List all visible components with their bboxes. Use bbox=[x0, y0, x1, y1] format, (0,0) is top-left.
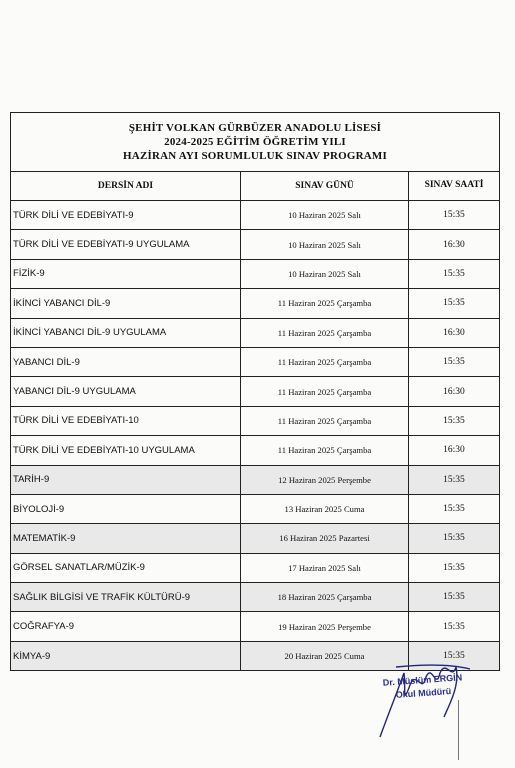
time-cell: 15:35 bbox=[443, 298, 465, 309]
course-cell: KİMYA-9 bbox=[11, 642, 241, 670]
table-row bbox=[11, 554, 499, 583]
scan-artifact bbox=[458, 700, 459, 760]
table-row bbox=[11, 201, 499, 230]
course-cell: YABANCI DİL-9 bbox=[11, 348, 241, 376]
col-time-header: SINAV SAATİ bbox=[424, 180, 484, 190]
course-cell: BİYOLOJİ-9 bbox=[11, 495, 241, 523]
program-title: HAZİRAN AYI SORUMLULUK SINAV PROGRAMI bbox=[123, 150, 387, 162]
table-row bbox=[11, 524, 499, 553]
day-cell: 10 Haziran 2025 Salı bbox=[241, 260, 409, 288]
day-cell: 11 Haziran 2025 Çarşamba bbox=[241, 436, 409, 464]
course-cell: FİZİK-9 bbox=[11, 260, 241, 288]
day-cell: 16 Haziran 2025 Pazartesi bbox=[241, 524, 409, 552]
table-row bbox=[11, 289, 499, 318]
time-cell: 15:35 bbox=[443, 621, 465, 632]
document-header bbox=[11, 113, 499, 172]
course-cell: MATEMATİK-9 bbox=[11, 524, 241, 552]
time-cell: 15:35 bbox=[443, 651, 465, 662]
table-body bbox=[11, 201, 499, 670]
course-cell: TÜRK DİLİ VE EDEBİYATI-10 UYGULAMA bbox=[11, 436, 241, 464]
course-cell: TARİH-9 bbox=[11, 466, 241, 494]
table-row bbox=[11, 583, 499, 612]
time-cell: 15:35 bbox=[443, 504, 465, 515]
exam-schedule-table bbox=[10, 112, 500, 671]
table-row bbox=[11, 466, 499, 495]
time-cell: 16:30 bbox=[443, 445, 465, 456]
day-cell: 11 Haziran 2025 Çarşamba bbox=[241, 377, 409, 405]
day-cell: 11 Haziran 2025 Çarşamba bbox=[241, 289, 409, 317]
course-cell: SAĞLIK BİLGİSİ VE TRAFİK KÜLTÜRÜ-9 bbox=[11, 583, 241, 611]
course-cell: YABANCI DİL-9 UYGULAMA bbox=[11, 377, 241, 405]
course-cell: İKİNCİ YABANCI DİL-9 UYGULAMA bbox=[11, 319, 241, 347]
day-cell: 17 Haziran 2025 Salı bbox=[241, 554, 409, 582]
col-day-header: SINAV GÜNÜ bbox=[241, 172, 409, 200]
day-cell: 11 Haziran 2025 Çarşamba bbox=[241, 319, 409, 347]
principal-name: Dr. Müslüm ERGİN bbox=[382, 672, 463, 688]
table-row bbox=[11, 319, 499, 348]
time-cell: 15:35 bbox=[443, 562, 465, 573]
time-cell: 16:30 bbox=[443, 239, 465, 250]
day-cell: 19 Haziran 2025 Perşembe bbox=[241, 612, 409, 640]
time-cell: 15:35 bbox=[443, 210, 465, 221]
table-row bbox=[11, 348, 499, 377]
time-cell: 15:35 bbox=[443, 415, 465, 426]
time-cell: 16:30 bbox=[443, 327, 465, 338]
column-headers bbox=[11, 172, 499, 201]
academic-year: 2024-2025 EĞİTİM ÖĞRETİM YILI bbox=[164, 136, 346, 148]
table-row bbox=[11, 377, 499, 406]
course-cell: TÜRK DİLİ VE EDEBİYATI-9 bbox=[11, 201, 241, 229]
day-cell: 11 Haziran 2025 Çarşamba bbox=[241, 407, 409, 435]
table-row bbox=[11, 407, 499, 436]
day-cell: 11 Haziran 2025 Çarşamba bbox=[241, 348, 409, 376]
day-cell: 10 Haziran 2025 Salı bbox=[241, 230, 409, 258]
school-name: ŞEHİT VOLKAN GÜRBÜZER ANADOLU LİSESİ bbox=[128, 122, 382, 134]
principal-title: Okul Müdürü bbox=[395, 686, 452, 700]
time-cell: 15:35 bbox=[443, 474, 465, 485]
day-cell: 13 Haziran 2025 Cuma bbox=[241, 495, 409, 523]
day-cell: 18 Haziran 2025 Çarşamba bbox=[241, 583, 409, 611]
time-cell: 15:35 bbox=[443, 357, 465, 368]
table-row bbox=[11, 230, 499, 259]
course-cell: TÜRK DİLİ VE EDEBİYATI-9 UYGULAMA bbox=[11, 230, 241, 258]
day-cell: 20 Haziran 2025 Cuma bbox=[241, 642, 409, 670]
course-cell: COĞRAFYA-9 bbox=[11, 612, 241, 640]
course-cell: İKİNCİ YABANCI DİL-9 bbox=[11, 289, 241, 317]
day-cell: 12 Haziran 2025 Perşembe bbox=[241, 466, 409, 494]
time-cell: 15:35 bbox=[443, 533, 465, 544]
course-cell: TÜRK DİLİ VE EDEBİYATI-10 bbox=[11, 407, 241, 435]
table-row bbox=[11, 260, 499, 289]
day-cell: 10 Haziran 2025 Salı bbox=[241, 201, 409, 229]
col-course-header: DERSİN ADI bbox=[11, 172, 241, 200]
table-row bbox=[11, 612, 499, 641]
time-cell: 15:35 bbox=[443, 268, 465, 279]
course-cell: GÖRSEL SANATLAR/MÜZİK-9 bbox=[11, 554, 241, 582]
time-cell: 15:35 bbox=[443, 592, 465, 603]
table-row bbox=[11, 436, 499, 465]
time-cell: 16:30 bbox=[443, 386, 465, 397]
table-row bbox=[11, 495, 499, 524]
